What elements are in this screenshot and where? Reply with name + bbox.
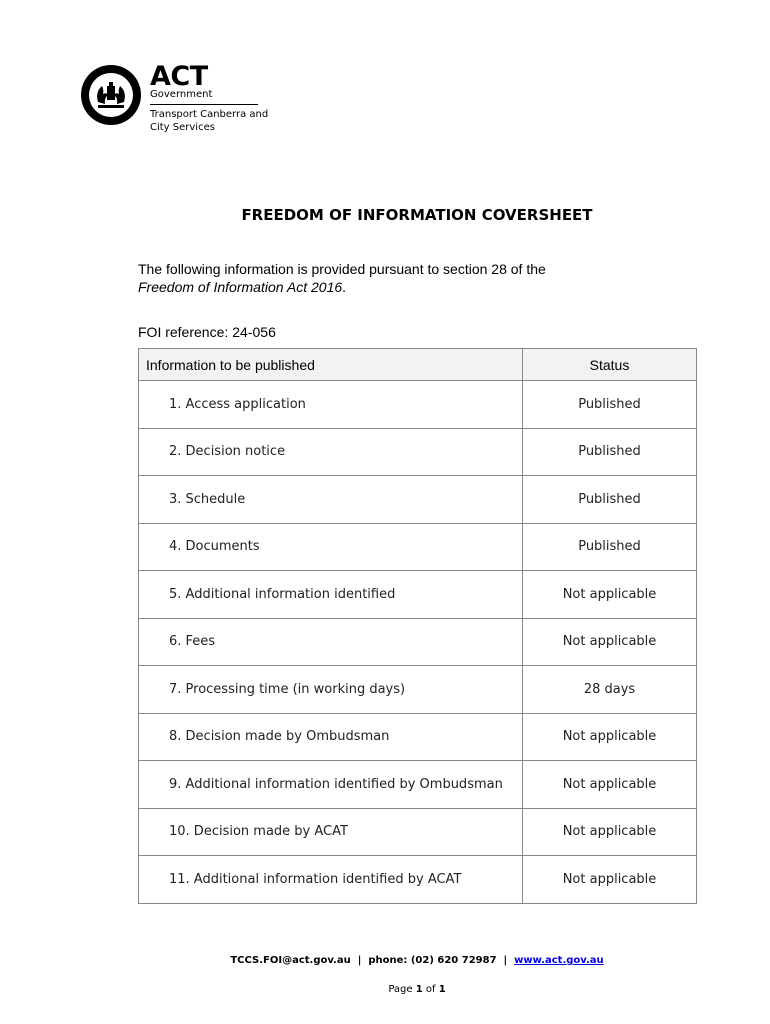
- row-item: 3. Schedule: [139, 476, 523, 524]
- page-number: [0, 984, 770, 995]
- row-item: 8. Decision made by Ombudsman: [139, 713, 523, 761]
- table-row: [139, 713, 697, 761]
- table-row: [139, 523, 697, 571]
- column-header-information: Information to be published: [139, 349, 523, 381]
- column-header-status: Status: [523, 349, 697, 381]
- foi-reference-label: FOI reference:: [138, 324, 229, 340]
- intro-act-name: Freedom of Information Act 2016: [138, 279, 343, 295]
- publication-table: [138, 348, 697, 904]
- row-item: 1. Access application: [139, 381, 523, 429]
- row-status: Published: [523, 381, 697, 429]
- row-item: 2. Decision notice: [139, 428, 523, 476]
- logo-act-text: ACT: [150, 61, 208, 92]
- footer-email: TCCS.FOI@act.gov.au: [230, 955, 351, 966]
- page-label: Page: [388, 984, 413, 995]
- row-item: 7. Processing time (in working days): [139, 666, 523, 714]
- footer-contact: [0, 955, 770, 966]
- table-header-row: [139, 349, 697, 381]
- table-row: [139, 428, 697, 476]
- row-status: Published: [523, 428, 697, 476]
- row-item: 11. Additional information identified by ACAT: [139, 856, 523, 904]
- table-row: [139, 808, 697, 856]
- logo-divider: [150, 104, 258, 105]
- intro-paragraph: [138, 260, 658, 296]
- row-status: Published: [523, 523, 697, 571]
- foi-reference-value: 24-056: [232, 324, 276, 340]
- row-item: 4. Documents: [139, 523, 523, 571]
- intro-text: The following information is provided pursuant to section 28 of the: [138, 261, 546, 277]
- table-row: [139, 476, 697, 524]
- table-row: [139, 761, 697, 809]
- row-status: Not applicable: [523, 713, 697, 761]
- page-current: 1: [415, 984, 423, 995]
- row-status: Not applicable: [523, 808, 697, 856]
- table-row: [139, 381, 697, 429]
- table-row: [139, 856, 697, 904]
- logo-directorate: [150, 108, 270, 134]
- foi-reference: [138, 324, 276, 340]
- footer-website-link[interactable]: www.act.gov.au: [514, 955, 604, 966]
- table-row: [139, 571, 697, 619]
- page-total: 1: [438, 984, 446, 995]
- footer-separator: |: [503, 955, 508, 966]
- logo-government-text: Government: [150, 89, 213, 100]
- footer-separator: |: [357, 955, 362, 966]
- row-status: Not applicable: [523, 571, 697, 619]
- document-title: FREEDOM OF INFORMATION COVERSHEET: [241, 206, 593, 224]
- directorate-line-2: City Services: [150, 122, 215, 133]
- row-item: 6. Fees: [139, 618, 523, 666]
- table-row: [139, 666, 697, 714]
- row-item: 5. Additional information identified: [139, 571, 523, 619]
- act-government-logo: [80, 61, 270, 133]
- row-item: 9. Additional information identified by Ombudsman: [139, 761, 523, 809]
- row-status: Not applicable: [523, 761, 697, 809]
- row-status: Not applicable: [523, 856, 697, 904]
- row-status: 28 days: [523, 666, 697, 714]
- intro-period: .: [342, 279, 347, 295]
- footer-phone: phone: (02) 620 72987: [368, 955, 497, 966]
- row-status: Published: [523, 476, 697, 524]
- coat-of-arms-icon: [80, 64, 142, 126]
- table-row: [139, 618, 697, 666]
- page-of: of: [425, 984, 436, 995]
- row-status: Not applicable: [523, 618, 697, 666]
- directorate-line-1: Transport Canberra and: [150, 109, 269, 120]
- row-item: 10. Decision made by ACAT: [139, 808, 523, 856]
